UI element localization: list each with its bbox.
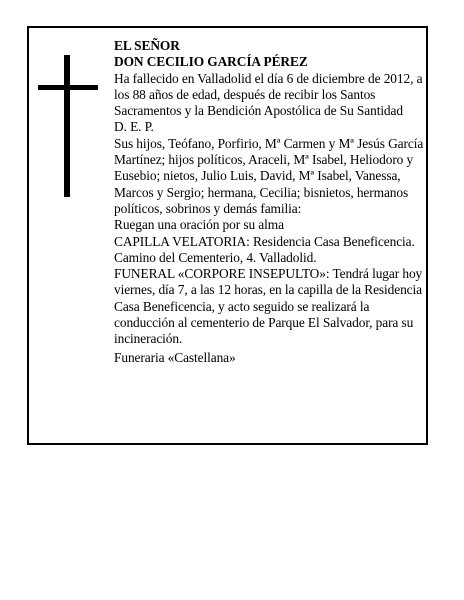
- obituary-family: Sus hijos, Teófano, Porfirio, Mª Carmen y Mª Jesús García Martínez; hijos políticos, Araceli, Mª Isabel, Heliodoro y Eusebio; nietos, Julio Luis, David, Mª Isabel, Vanessa, Marcos y Sergio; hermana, Cecilia; bisnietos, hermanos políticos, sobrinos y demás familia:: [114, 135, 424, 216]
- obituary-chapel: CAPILLA VELATORIA: Residencia Casa Beneficencia. Camino del Cementerio, 4. Valladolid.: [114, 233, 415, 265]
- obituary-title-line1: EL SEÑOR: [114, 38, 180, 53]
- obituary-funeral-home: Funeraria «Castellana»: [114, 349, 236, 365]
- obituary-rip: D. E. P.: [114, 119, 154, 135]
- cross-icon-crossbar: [38, 85, 98, 90]
- obituary-prayer-request: Ruegan una oración por su alma: [114, 217, 284, 233]
- cross-icon: [64, 55, 70, 197]
- obituary-deceased-name: DON CECILIO GARCÍA PÉREZ: [114, 54, 308, 70]
- obituary-funeral: FUNERAL «CORPORE INSEPULTO»: Tendrá lugar hoy viernes, día 7, a las 12 horas, en la capilla de la Residencia Casa Beneficencia, y acto seguido se realizará la conducción al cementerio de Parque El Salvador, para su incineración.: [114, 266, 423, 347]
- obituary-death-notice: Ha fallecido en Valladolid el día 6 de diciembre de 2012, a los 88 años de edad, después de recibir los Santos Sacramentos y la Bendición Apostólica de Su Santidad: [114, 70, 423, 119]
- obituary-text: [114, 38, 426, 366]
